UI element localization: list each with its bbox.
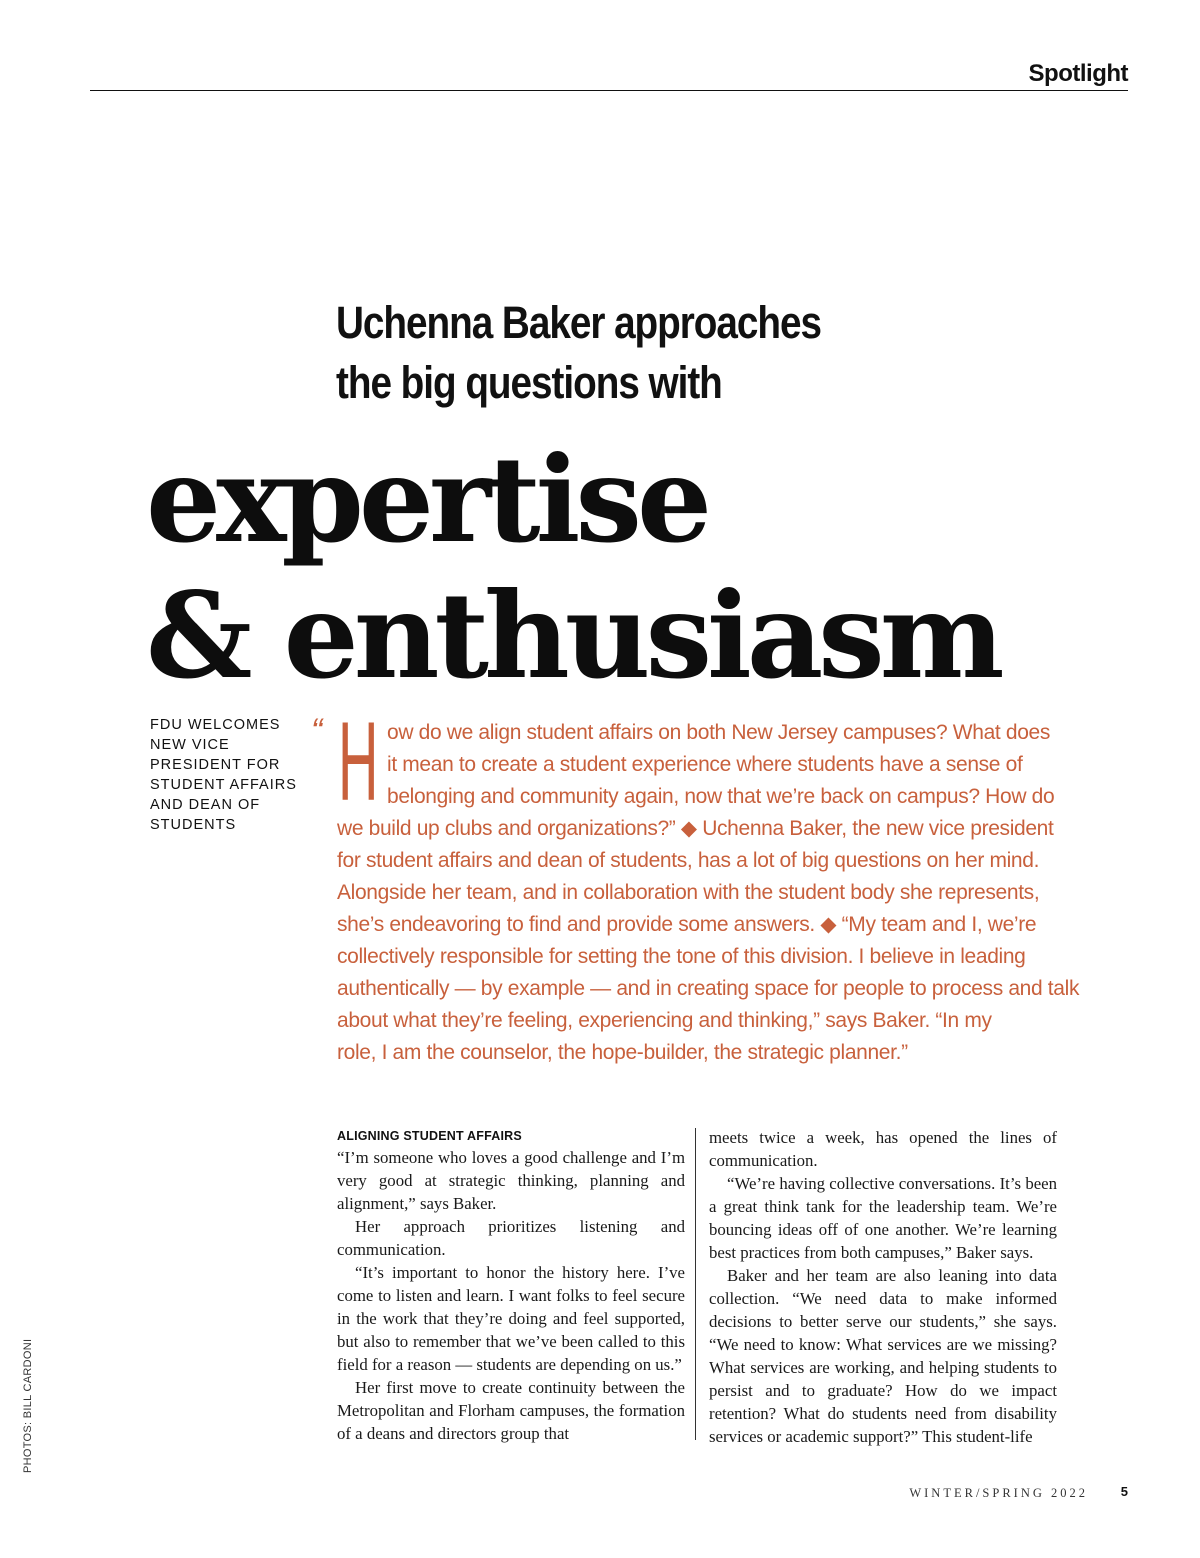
kicker-line: AND DEAN OF xyxy=(150,797,261,813)
intro-line: ow do we align student affairs on both New Jersey campuses? What does xyxy=(387,721,1051,744)
intro-line: she’s endeavoring to find and provide some answers. ◆ “My team and I, we’re xyxy=(337,913,1037,936)
kicker-line: STUDENT AFFAIRS xyxy=(150,777,297,793)
kicker-line: FDU WELCOMES xyxy=(150,717,281,733)
photo-credit: PHOTOS: BILL CARDONI xyxy=(22,1338,34,1473)
intro-line: we build up clubs and organizations?” ◆ Uchenna Baker, the new vice president xyxy=(337,817,1054,840)
article-headline xyxy=(146,432,1000,704)
intro-line: authentically — by example — and in creating space for people to process and talk xyxy=(337,977,1080,1000)
headline-line: & enthusiasm xyxy=(146,566,1000,705)
intro-line: belonging and community again, now that we’re back on campus? How do xyxy=(387,785,1055,808)
section-label: Spotlight xyxy=(1028,60,1128,87)
kicker xyxy=(150,715,300,835)
body-paragraph: “We’re having collective conversations. It’s been a great think tank for the leadership team. We’re bouncing ideas off of one another. We’re learning best practices from both campuses,” Baker says. xyxy=(709,1174,1057,1262)
body-paragraph: meets twice a week, has opened the lines of communication. xyxy=(709,1128,1057,1170)
intro-line: Alongside her team, and in collaboration with the student body she represents, xyxy=(337,881,1040,904)
issue-label: WINTER/SPRING 2022 xyxy=(909,1486,1088,1500)
article-deck xyxy=(336,293,869,413)
kicker-line: NEW VICE xyxy=(150,737,230,753)
headline-line: expertise xyxy=(146,430,708,569)
page-number: 5 xyxy=(1120,1484,1128,1499)
body-paragraph: “I’m someone who loves a good challenge and I’m very good at strategic thinking, planning and alignment,” says Baker. xyxy=(337,1148,685,1213)
body-column-left xyxy=(337,1126,685,1445)
body-paragraph: Her first move to create continuity between the Metropolitan and Florham campuses, the formation of a deans and directors group that xyxy=(337,1378,685,1443)
intro-line: it mean to create a student experience where students have a sense of xyxy=(387,753,1023,776)
opening-quote-mark: “ xyxy=(311,712,317,750)
deck-line: Uchenna Baker approaches xyxy=(336,297,821,348)
intro-line: collectively responsible for setting the tone of this division. I believe in leading xyxy=(337,945,1026,968)
intro-line: for student affairs and dean of students, has a lot of big questions on her mind. xyxy=(337,849,1040,872)
body-paragraph: “It’s important to honor the history here. I’ve come to listen and learn. I want folks to feel secure in the work that they’re doing and feel supported, but also to remember that we’ve been called to this field for a reason — students are depending on us.” xyxy=(337,1263,685,1374)
intro-line: role, I am the counselor, the hope-builder, the strategic planner.” xyxy=(337,1041,908,1064)
header-rule xyxy=(90,90,1128,91)
drop-cap: H xyxy=(338,699,379,824)
intro-line: about what they’re feeling, experiencing and thinking,” says Baker. “In my xyxy=(337,1009,992,1032)
kicker-line: STUDENTS xyxy=(150,817,237,833)
section-subhead: ALIGNING STUDENT AFFAIRS xyxy=(337,1129,522,1143)
kicker-line: PRESIDENT FOR xyxy=(150,757,281,773)
body-paragraph: Her approach prioritizes listening and communication. xyxy=(337,1217,685,1259)
intro-pull-text xyxy=(337,699,1080,1069)
column-divider xyxy=(695,1128,696,1440)
deck-line: the big questions with xyxy=(336,357,722,408)
body-paragraph: Baker and her team are also leaning into data collection. “We need data to make informed decisions to better serve our students,” she says. “We need to know: What services are we missing? What services are working, and helping students to persist and to graduate? How do we impact retention? What do students need from disability services or academic support?” This student-life xyxy=(709,1266,1057,1446)
body-column-right xyxy=(709,1126,1057,1448)
